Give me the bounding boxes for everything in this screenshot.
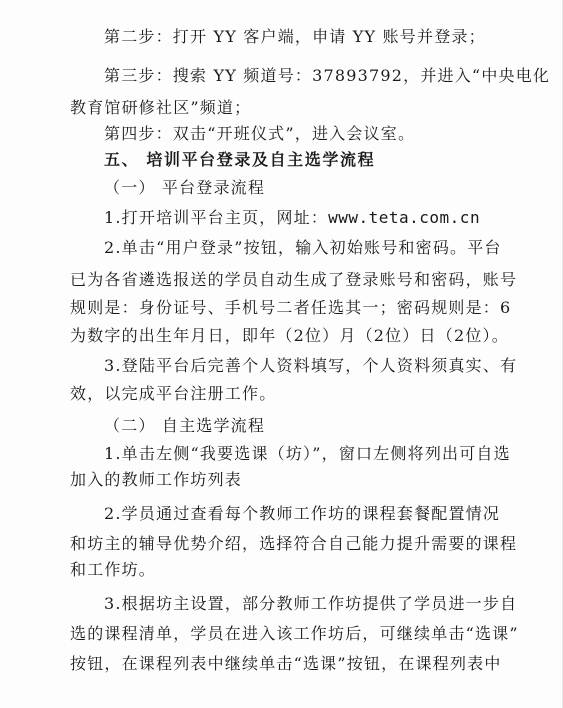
text-line: 和工作坊。 bbox=[70, 560, 157, 579]
text-line: 2.学员通过查看每个教师工作坊的课程套餐配置情况 bbox=[104, 504, 501, 523]
text-line: 第二步：打开 YY 客户端，申请 YY 账号并登录； bbox=[104, 27, 486, 46]
text-line: 3.登陆平台后完善个人资料填写，个人资料须真实、有 bbox=[104, 356, 518, 375]
text-line: 已为各省遴选报送的学员自动生成了登录账号和密码，账号 bbox=[70, 270, 518, 289]
text-line: 教育馆研修社区”频道； bbox=[70, 98, 252, 117]
text-line: 第三步：搜索 YY 频道号：37893792，并进入“中央电化 bbox=[104, 66, 551, 85]
text-line: 为数字的出生年月日，即年（2位）月（2位）日（2位）。 bbox=[70, 326, 509, 345]
section-heading: 五、 培训平台登录及自主选学流程 bbox=[104, 150, 376, 169]
text-segment: 1.打开培训平台主页，网址： bbox=[104, 208, 329, 227]
text-line: 加入的教师工作坊列表 bbox=[70, 470, 243, 489]
text-line: 3.根据坊主设置，部分教师工作坊提供了学员进一步自 bbox=[104, 594, 518, 613]
text-line: 按钮，在课程列表中继续单击“选课”按钮，在课程列表中 bbox=[70, 654, 502, 673]
text-line bbox=[104, 208, 480, 228]
website-url: www.teta.com.cn bbox=[328, 208, 481, 227]
subsection-heading: （一） 平台登录流程 bbox=[104, 178, 266, 197]
text-line: 效，以完成平台注册工作。 bbox=[70, 384, 277, 403]
text-line: 1.单击左侧“我要选课（坊）”，窗口左侧将列出可自选 bbox=[104, 444, 511, 463]
text-line: 2.单击“用户登录”按钮，输入初始账号和密码。平台 bbox=[104, 238, 502, 257]
text-line: 选的课程清单，学员在进入该工作坊后，可继续单击“选课” bbox=[70, 624, 519, 643]
text-line: 规则是：身份证号、手机号二者任选其一；密码规则是：6 bbox=[70, 298, 512, 317]
subsection-heading: （二） 自主选学流程 bbox=[104, 416, 266, 435]
text-line: 和坊主的辅导优势介绍，选择符合自己能力提升需要的课程 bbox=[70, 534, 518, 553]
text-line: 第四步：双击“开班仪式”，进入会议室。 bbox=[104, 124, 416, 143]
